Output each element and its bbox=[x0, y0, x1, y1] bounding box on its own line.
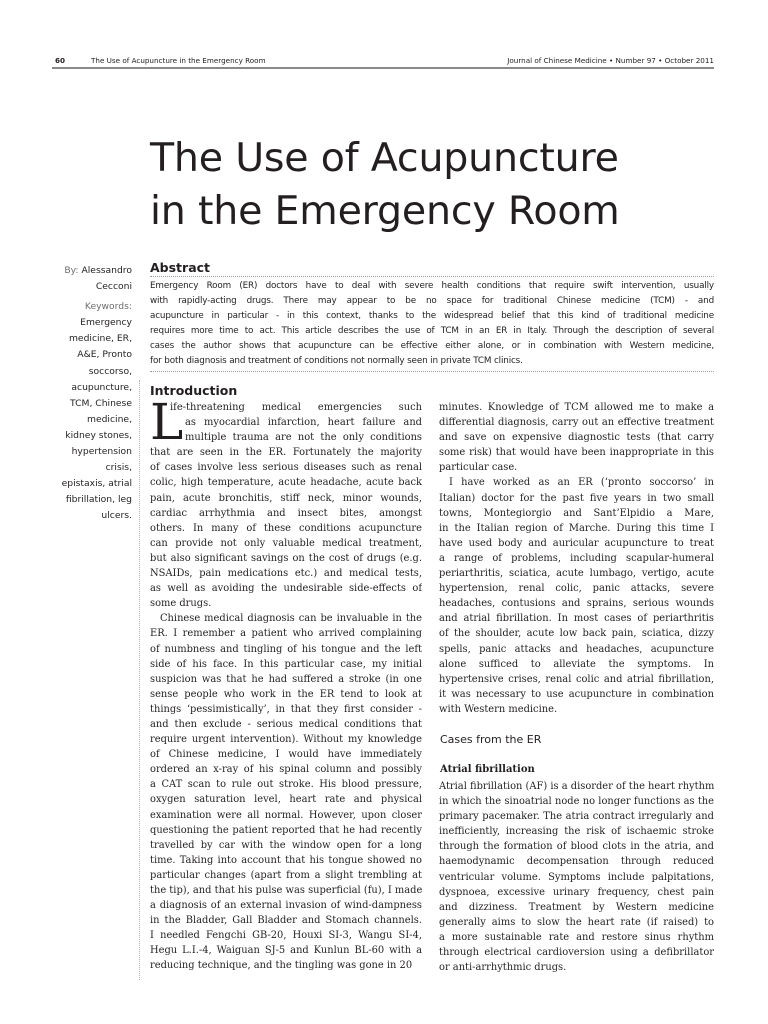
body-line: that are seen in the ER. Fortunately the majority bbox=[150, 447, 422, 459]
author-first-name: Alessandro bbox=[81, 265, 132, 276]
abstract-line: for both diagnosis and treatment of conditions not normally seen in private TCM clinics. bbox=[150, 356, 523, 367]
body-line: haemodynamic decompensation through reduced bbox=[439, 856, 714, 868]
body-line: particular case. bbox=[439, 462, 518, 474]
body-line: I needled Fengchi GB-20, Houxi SI-3, Wangu SI-4, bbox=[150, 930, 422, 942]
body-line: some drugs. bbox=[150, 598, 212, 610]
body-line: Atrial fibrillation (AF) is a disorder of the heart rhythm bbox=[439, 781, 714, 792]
keyword-line: ulcers. bbox=[101, 510, 132, 522]
body-column-left bbox=[150, 393, 422, 974]
body-line: inefficiently, increasing the risk of ischaemic stroke bbox=[439, 826, 714, 838]
keyword-line: soccorso, bbox=[88, 365, 132, 377]
article-title-line-2: in the Emergency Room bbox=[150, 188, 620, 234]
keyword-line: TCM, Chinese bbox=[70, 397, 132, 409]
body-line: others. In many of these conditions acupuncture bbox=[150, 522, 422, 534]
abstract-line: acupuncture in particular - in this context, thanks to the widespread belief that this kind of traditional medicine bbox=[150, 311, 714, 322]
body-line: of numbness and tingling of his tongue and the left bbox=[150, 643, 422, 655]
body-line: with Western medicine. bbox=[439, 703, 558, 715]
keyword-line: Emergency bbox=[80, 317, 132, 329]
page-number: 60 bbox=[55, 56, 66, 65]
running-title: The Use of Acupuncture in the Emergency Room bbox=[91, 56, 266, 65]
body-line: in the Bladder, Gall Bladder and Stomach channels. bbox=[150, 915, 422, 927]
body-line: can provide not only valuable medical treatment, bbox=[150, 537, 422, 549]
body-line: reducing technique, and the tingling was gone in 20 bbox=[150, 960, 413, 972]
author-line-1 bbox=[54, 263, 132, 279]
body-line: have used body and auricular acupuncture to treat bbox=[439, 537, 714, 549]
abstract-divider-bottom bbox=[150, 371, 714, 372]
body-line: it was necessary to use acupuncture in combination bbox=[439, 688, 714, 700]
body-line: things ‘pessimistically’, in that they first consider - bbox=[150, 703, 422, 715]
body-line: and save on expensive diagnostic tests (that carry bbox=[439, 432, 714, 444]
keyword-line: acupuncture, bbox=[71, 381, 132, 393]
body-line: and atrial fibrillation. In most cases of periarthritis bbox=[439, 613, 714, 625]
abstract-divider bbox=[150, 276, 714, 277]
abstract-heading: Abstract bbox=[150, 260, 211, 275]
keyword-line: hypertension bbox=[71, 446, 132, 458]
body-line: Italian) doctor for the past five years in two small bbox=[439, 492, 714, 504]
body-line: side of his face. In this particular case, my initial bbox=[150, 658, 422, 670]
body-line: towns, Montegiorgio and Sant’Elpidio a Mare, bbox=[439, 507, 714, 519]
body-line: multiple trauma are not the only conditions bbox=[185, 432, 422, 444]
body-line: spells, panic attacks and headaches, acupuncture bbox=[439, 643, 714, 655]
body-column-right-cases bbox=[439, 779, 714, 975]
body-line: Chinese medical diagnosis can be invaluable in the bbox=[160, 613, 422, 625]
body-line: but also significant savings on the cost of drugs (e.g. bbox=[150, 552, 422, 564]
body-line: of the shoulder, acute low back pain, sciatica, dizzy bbox=[439, 628, 714, 640]
body-line: a CAT scan to rule out stroke. His blood pressure, bbox=[150, 779, 422, 791]
abstract-text bbox=[150, 279, 714, 370]
abstract-line: with rapidly-acting drugs. There may appear to be no space for traditional Chinese medicine (TCM) - and bbox=[150, 296, 714, 307]
cases-heading: Cases from the ER bbox=[440, 733, 542, 746]
body-line: time. Taking into account that his tongue showed no bbox=[150, 854, 422, 866]
body-line: a more sustainable rate and restore sinus rhythm bbox=[439, 931, 714, 943]
body-line: travelled by car with the window open for a long bbox=[150, 839, 422, 851]
body-column-right bbox=[439, 400, 714, 717]
keyword-line: epistaxis, atrial bbox=[61, 478, 132, 490]
header-rule bbox=[52, 67, 714, 69]
body-line: periarthritis, sciatica, acute lumbago, vertigo, acute bbox=[439, 568, 714, 580]
byline-sidebar bbox=[54, 263, 132, 525]
body-line: in which the sinoatrial node no longer functions as the bbox=[439, 796, 714, 808]
body-line: of cases involve less serious diseases such as renal bbox=[150, 462, 422, 474]
body-line: as well as avoiding the undesirable side-effects of bbox=[150, 583, 422, 595]
body-line: examination were all normal. However, upon closer bbox=[150, 809, 422, 821]
atrial-fibrillation-subheading: Atrial fibrillation bbox=[440, 764, 535, 775]
body-line: a range of problems, including scapular-humeral bbox=[439, 552, 714, 564]
body-line: and dizziness. Treatment by Western medicine bbox=[439, 901, 714, 913]
body-line: and then exclude - serious medical conditions that bbox=[150, 718, 422, 730]
body-line: cardiac arrhythmia and insect bites, amongst bbox=[150, 507, 422, 519]
body-line: through electrical cardioversion using a defibrillator bbox=[439, 947, 714, 959]
body-line: the tip), and that his pulse was superficial (fu), I made bbox=[150, 885, 422, 896]
body-line: NSAIDs, pain medications etc.) and medical tests, bbox=[150, 568, 422, 580]
keyword-line: fibrillation, leg bbox=[65, 494, 132, 506]
body-line: of Chinese medicine, I would have immediately bbox=[150, 749, 422, 761]
body-line: hypertension, renal colic, panic attacks, severe bbox=[439, 583, 714, 595]
body-line: headaches, contusions and sprains, serious wounds bbox=[439, 598, 714, 610]
body-line: hypertensive crises, renal colic and atrial fibrillation, bbox=[439, 673, 714, 685]
keyword-line: medicine, ER, bbox=[68, 333, 132, 345]
body-line: ventricular volume. Symptoms include palpitations, bbox=[439, 871, 714, 883]
keyword-line: medicine, bbox=[87, 413, 132, 425]
body-line: as myocardial infarction, heart failure and bbox=[185, 417, 422, 429]
column-divider bbox=[139, 380, 140, 980]
introduction-heading: Introduction bbox=[150, 383, 238, 398]
body-line: Hegu L.I.-4, Waiguan SJ-5 and Kunlun BL-60 with a bbox=[150, 945, 422, 957]
body-line: dyspnoea, excessive urinary frequency, chest pain bbox=[439, 886, 714, 898]
body-line: suspicion was that he had suffered a stroke (in one bbox=[150, 673, 422, 685]
body-line: differential diagnosis, carry out an effective treatment bbox=[439, 417, 714, 429]
body-line: particular changes (apart from a slight trembling at bbox=[150, 869, 422, 881]
body-line: alone sufficed to alleviate the symptoms. In bbox=[439, 658, 714, 670]
keyword-line: kidney stones, bbox=[65, 429, 132, 441]
body-line: primary pacemaker. The atria contract irregularly and bbox=[439, 811, 714, 823]
body-line: questioning the patient reported that he had recently bbox=[150, 824, 422, 836]
body-line: in the Italian region of Marche. During this time I bbox=[439, 522, 714, 534]
abstract-line: cases the author shows that acupuncture can be effective either alone, or in combination with Western medicine, bbox=[150, 341, 714, 352]
abstract-line: Emergency Room (ER) doctors have to deal with severe health conditions that require swift intervention, usually bbox=[150, 281, 714, 291]
keyword-line: A&E, Pronto bbox=[77, 349, 132, 361]
body-line: colic, high temperature, acute headache, acute back bbox=[150, 477, 422, 489]
body-line: oxygen saturation level, heart rate and physical bbox=[150, 794, 422, 806]
body-line: pain, acute bronchitis, stiff neck, minor wounds, bbox=[150, 492, 422, 504]
article-title-line-1: The Use of Acupuncture bbox=[150, 135, 619, 181]
body-line: ordered an x-ray of his spinal column and possibly bbox=[150, 764, 422, 776]
body-line: require urgent intervention). Without my knowledge bbox=[150, 734, 422, 746]
author-line-2: Cecconi bbox=[95, 281, 132, 293]
body-line: minutes. Knowledge of TCM allowed me to make a bbox=[439, 402, 714, 413]
body-line: through the formation of blood clots in the atria, and bbox=[439, 841, 714, 853]
journal-info: Journal of Chinese Medicine • Number 97 • October 2011 bbox=[507, 56, 714, 65]
body-line: some risk) that would have been inappropriate in this bbox=[439, 447, 714, 459]
drop-cap: L bbox=[150, 393, 184, 451]
abstract-line: requires more time to act. This article describes the use of TCM in an ER in Italy. Through the description of several bbox=[150, 326, 714, 337]
body-line: I have worked as an ER (‘pronto soccorso’ in bbox=[449, 477, 714, 489]
body-line: or anti-arrhythmic drugs. bbox=[439, 962, 567, 974]
by-label: By: bbox=[64, 265, 79, 276]
body-line: sense people who work in the ER tend to look at bbox=[150, 688, 422, 700]
body-line: ife-threatening medical emergencies such bbox=[170, 402, 422, 413]
body-line: ER. I remember a patient who arrived complaining bbox=[150, 628, 422, 640]
body-line: a diagnosis of an external invasion of wind-dampness bbox=[150, 900, 422, 912]
body-line: generally aims to slow the heart rate (if raised) to bbox=[439, 916, 714, 928]
article-title bbox=[150, 132, 730, 238]
keyword-line: crisis, bbox=[105, 462, 132, 474]
keywords-label: Keywords: bbox=[84, 301, 132, 313]
